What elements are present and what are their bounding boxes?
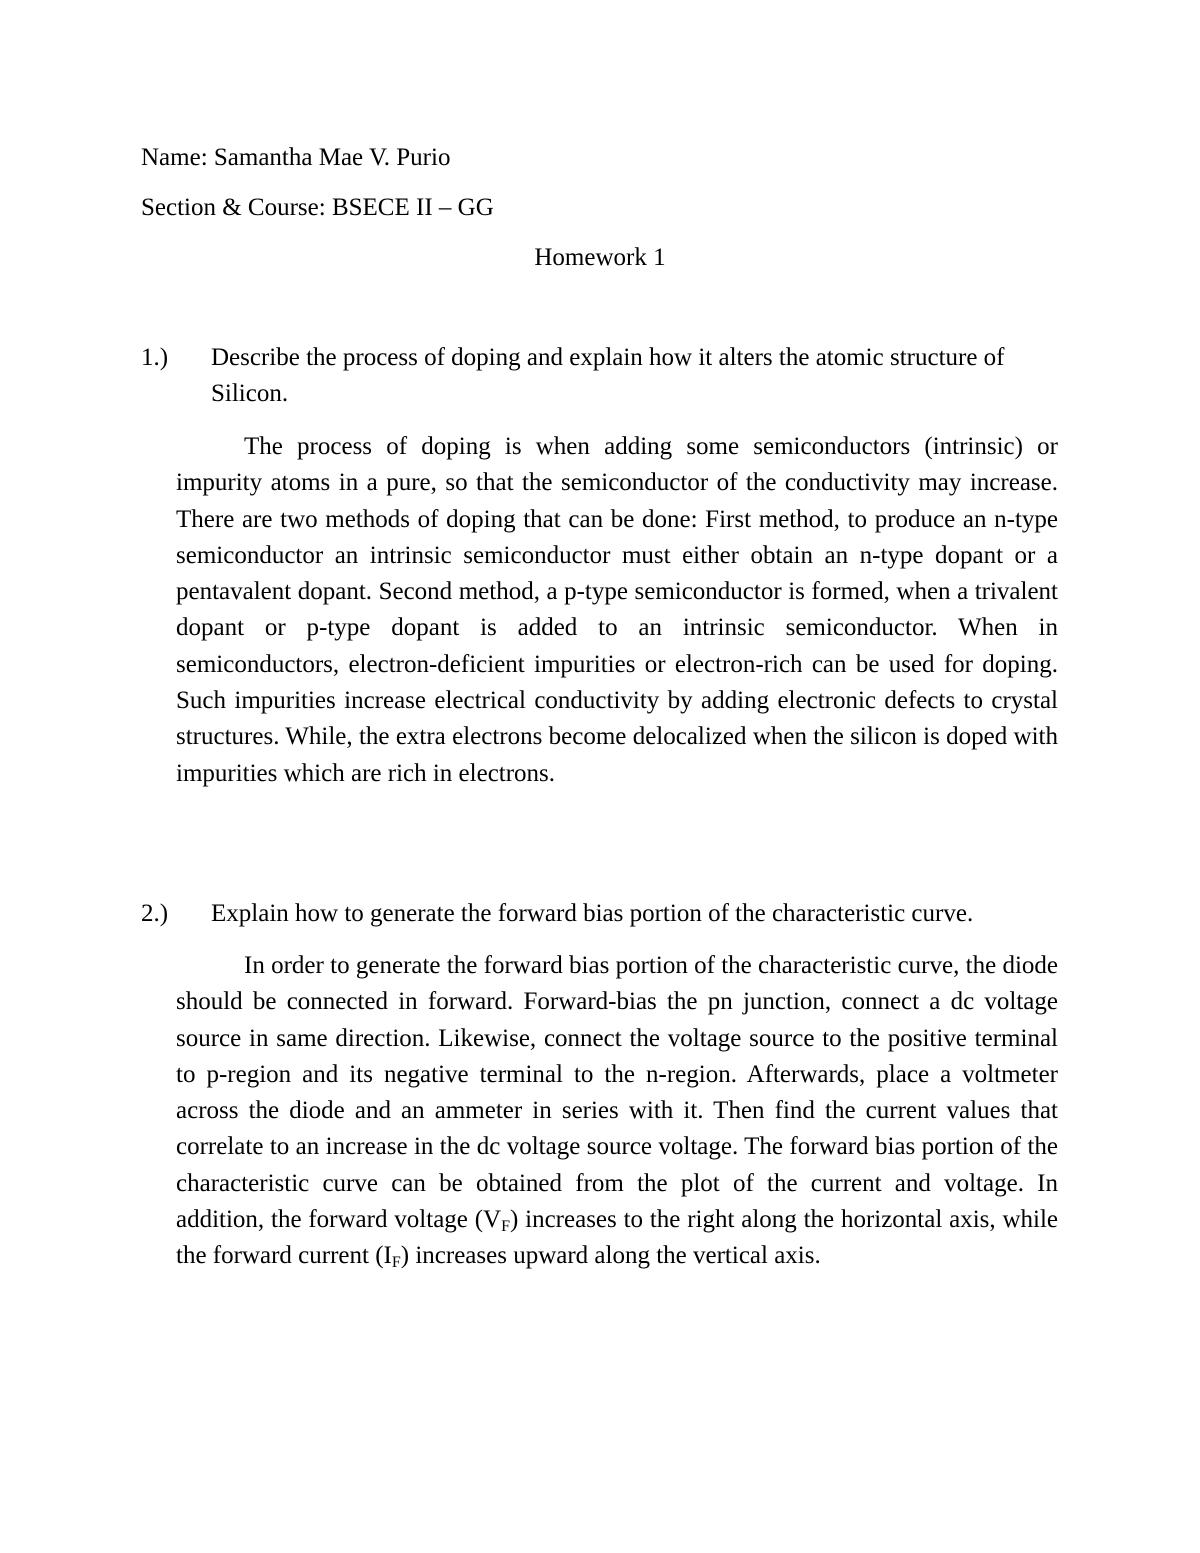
section-course: Section & Course: BSECE II – GG — [141, 194, 494, 221]
answer-2-part1: In order to generate the forward bias portion of the characteristic curve, the diode should be connected in forward. Forward-bias the pn junction, connect a dc voltage source in same direction. Likewise, connect the voltage source to the positive terminal to p-region and its negative terminal to the n-region. Afterwards, place a voltmeter across the diode and an ammeter in series with it. Then find the current values that correlate to an increase in the dc voltage source voltage. The forward bias portion of the characteristic curve can be obtained from the plot of the current and voltage. In addition, the forward voltage (V — [176, 952, 1058, 1234]
answer-2-part2: ) increases to the right along the horizontal axis, while the forward current (I — [176, 1206, 1058, 1270]
question-1 — [141, 340, 1061, 412]
answer-1: The process of doping is when adding some semiconductors (intrinsic) or impurity atoms in a pure, so that the semiconductor of the conductivity may increase. There are two methods of doping that can be done: First method, to produce an n-type semiconductor an intrinsic semiconductor must either obtain an n-type dopant or a pentavalent dopant. Second method, a p-type semiconductor is formed, when a trivalent dopant or p-type dopant is added to an intrinsic semiconductor. When in semiconductors, electron-deficient impurities or electron-rich can be used for doping. Such impurities increase electrical conductivity by adding electronic defects to crystal structures. While, the extra electrons become delocalized when the silicon is doped with impurities which are rich in electrons. — [176, 433, 1058, 787]
question-2 — [141, 896, 1061, 932]
subscript-f: F — [501, 1218, 510, 1236]
student-name: Name: Samantha Mae V. Purio — [141, 144, 451, 171]
question-number: 2.) — [141, 900, 169, 927]
answer-2 — [176, 948, 1058, 1275]
question-1-text: Describe the process of doping and explain how it alters the atomic structure of Silicon. — [211, 344, 1005, 407]
question-2-text: Explain how to generate the forward bias portion of the characteristic curve. — [211, 900, 974, 927]
answer-2-part3: ) increases upward along the vertical axis. — [400, 1242, 821, 1270]
question-number: 1.) — [141, 344, 169, 371]
page-title: Homework 1 — [534, 244, 666, 271]
subscript-f: F — [391, 1254, 401, 1272]
question-text — [141, 340, 1061, 412]
